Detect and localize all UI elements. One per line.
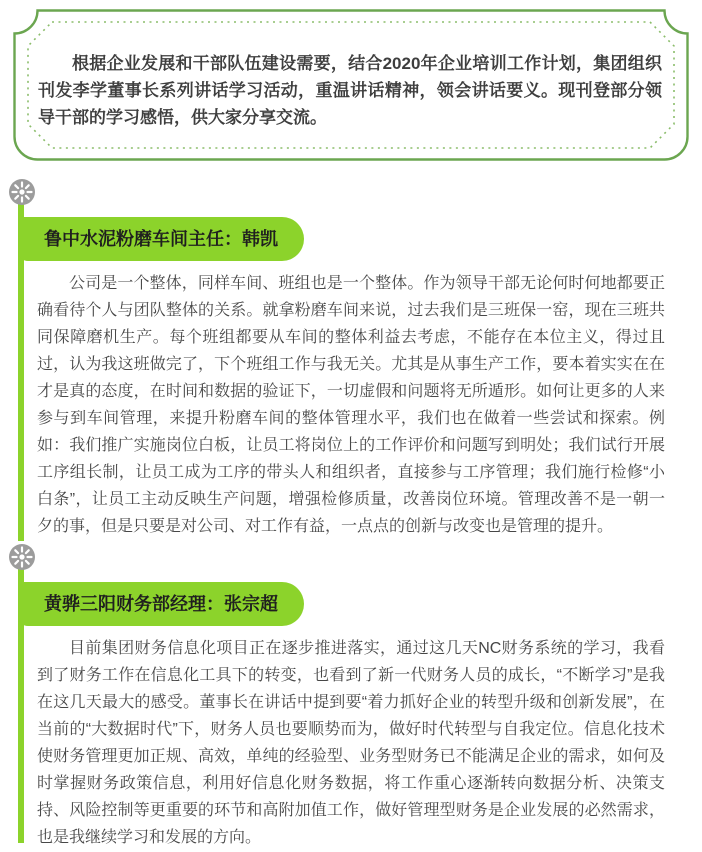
sparkle-icon (9, 179, 35, 205)
section-luzhong (0, 179, 702, 540)
intro-text: 根据企业发展和干部队伍建设需要，结合2020年企业培训工作计划，集团组织刊发李学董事长系列讲话学习活动，重温讲话精神，领会讲话要义。现刊登部分领导干部的学习感悟，供大家分享交流。 (38, 54, 662, 127)
section-title-badge: 黄骅三阳财务部经理：张宗超 (18, 582, 304, 626)
section-title-badge: 鲁中水泥粉磨车间主任：韩凯 (18, 217, 304, 261)
section-huanghua (0, 544, 702, 846)
section-body-text: 公司是一个整体，同样车间、班组也是一个整体。作为领导干部无论何时何地都要正确看待个人与团队整体的关系。就拿粉磨车间来说，过去我们是三班保一窑，现在三班共同保障磨机生产。每个班组都要从车间的整体利益去考虑，不能存在本位主义，得过且过，认为我这班做完了，下个班组工作与我无关。尤其是从事生产工作，要本着实实在在才是真的态度，在时间和数据的验证下，一切虚假和问题将无所遁形。如何让更多的人来参与到车间管理，来提升粉磨车间的整体管理水平，我们也在做着一些尝试和探索。例如：我们推广实施岗位白板，让员工将岗位上的工作评价和问题写到明处；我们试行开展工序组长制，让员工成为工序的带头人和组织者，直接参与工序管理；我们施行检修“小白条”，让员工主动反映生产问题，增强检修质量，改善岗位环境。管理改善不是一朝一夕的事，但是只要是对公司、对工作有益，一点点的创新与改变也是管理的提升。 (37, 275, 665, 535)
section-body-text: 目前集团财务信息化项目正在逐步推进落实，通过这几天NC财务系统的学习，我看到了财务工作在信息化工具下的转变，也看到了新一代财务人员的成长，“不断学习”是我在这几天最大的感受。董事长在讲话中提到要“着力抓好企业的转型升级和创新发展”，在当前的“大数据时代”下，财务人员也要顺势而为，做好时代转型与自我定位。信息化技术使财务管理更加正规、高效，单纯的经验型、业务型财务已不能满足企业的需求，如何及时掌握财务政策信息，利用好信息化财务数据，将工作重心逐渐转向数据分析、决策支持、风险控制等更重要的环节和高附加值工作，做好管理型财务是企业发展的必然需求，也是我继续学习和发展的方向。 (37, 640, 665, 846)
intro-framed-box (13, 9, 689, 161)
sparkle-icon (9, 544, 35, 570)
